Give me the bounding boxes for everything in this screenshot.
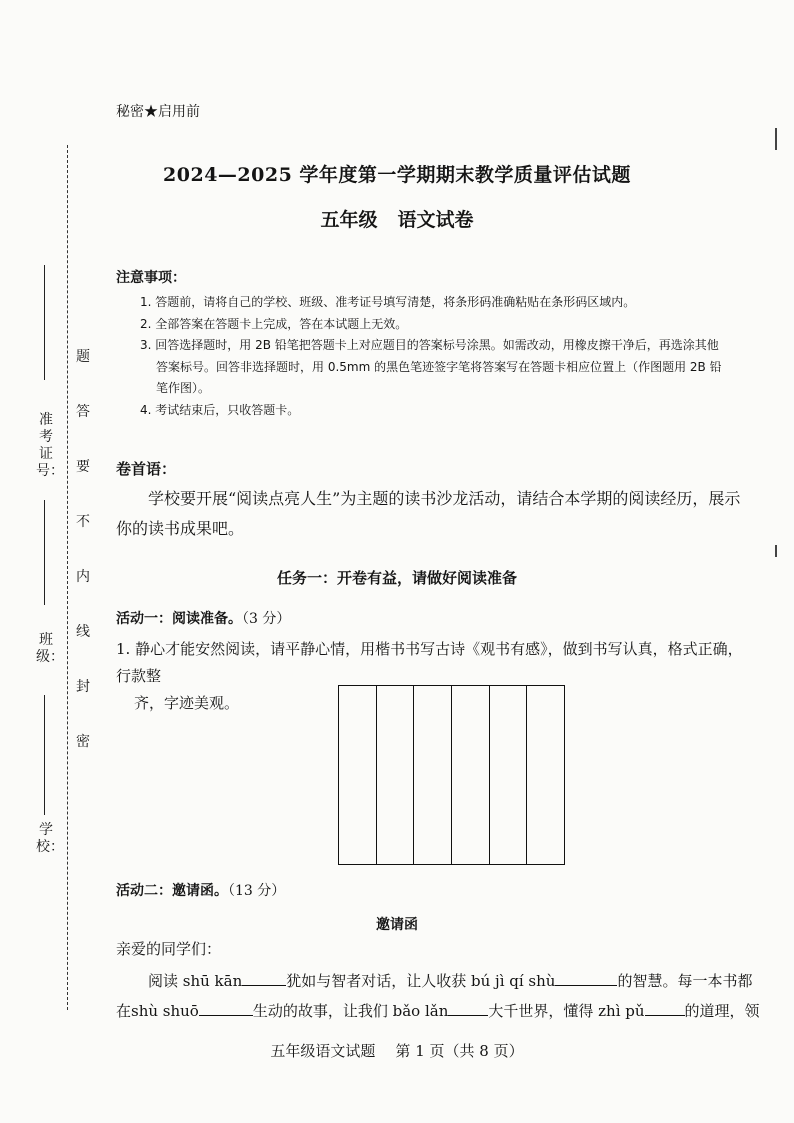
notice-item: 3. 回答选择题时，用 2B 铅笔把答题卡上对应题目的答案标号涂黑。如需改动，用橡皮擦干净后，再选涂其他	[140, 338, 719, 352]
writing-column[interactable]	[339, 686, 377, 864]
page-number: 第 1 页（共 8 页）	[395, 1042, 524, 1060]
exam-subtitle	[0, 205, 794, 232]
notice-item: 2. 全部答案在答题卡上完成，答在本试题上无效。	[140, 316, 408, 331]
answer-blank[interactable]	[199, 999, 253, 1016]
page-footer	[0, 1040, 794, 1061]
prologue-text: 学校要开展“阅读点亮人生”为主题的读书沙龙活动，请结合本学期的阅读经历，展示你的读书成果吧。	[116, 489, 741, 538]
notice-heading: 注意事项：	[116, 270, 186, 286]
invitation-line	[116, 996, 766, 1026]
seal-char: 内	[76, 569, 90, 585]
notice-list	[140, 292, 760, 421]
prologue-heading: 卷首语：	[116, 460, 177, 478]
school-line[interactable]	[44, 695, 45, 815]
subject: 语文试卷	[397, 209, 474, 231]
exam-no-line[interactable]	[44, 265, 45, 380]
activity2-label: 活动二：邀请函。	[116, 883, 228, 899]
text-segment: 阅读 shū kān	[148, 972, 243, 990]
confidential-label: 秘密★启用前	[116, 104, 200, 120]
footer-exam-name: 五年级语文试题	[270, 1042, 376, 1060]
seal-char: 答	[76, 404, 90, 420]
scan-edge-mark	[775, 128, 777, 150]
class-label: 班级：	[36, 632, 64, 665]
writing-grid[interactable]	[338, 685, 565, 865]
question-1-line: 齐，字迹美观。	[134, 694, 240, 712]
notice-item: 答案标号。回答非选择题时，用 0.5mm 的黑色笔迹签字笔将答案写在答题卡相应位置上（作图题用 2B 铅	[156, 359, 722, 374]
seal-char: 线	[76, 624, 90, 640]
writing-column[interactable]	[414, 686, 452, 864]
exam-title: 2024—2025 学年度第一学期期末教学质量评估试题	[163, 164, 631, 186]
notice-item: 4. 考试结束后，只收答题卡。	[140, 402, 300, 417]
text-segment: 犹如与智者对话，让人收获 bú jì qí shù	[286, 972, 556, 990]
seal-char: 不	[76, 514, 90, 530]
scan-edge-mark	[775, 545, 777, 557]
activity1-heading	[116, 608, 290, 628]
seal-char: 封	[76, 679, 90, 695]
writing-column[interactable]	[377, 686, 415, 864]
text-segment: 大千世界，懂得 zhì pǔ	[488, 1002, 645, 1020]
answer-blank[interactable]	[645, 999, 685, 1016]
writing-column[interactable]	[490, 686, 528, 864]
invitation-greeting: 亲爱的同学们：	[116, 940, 222, 958]
activity1-points: （3 分）	[242, 611, 291, 627]
question-1-line: 1. 静心才能安然阅读，请平静心情，用楷书书写古诗《观书有感》，做到书写认真，格式正确，行款整	[116, 640, 743, 685]
activity1-label: 活动一：阅读准备。	[116, 611, 242, 627]
class-line[interactable]	[44, 500, 45, 605]
seal-char: 题	[76, 349, 90, 365]
exam-no-label: 准考证号：	[36, 412, 64, 479]
seal-char: 要	[76, 459, 90, 475]
answer-blank[interactable]	[555, 969, 617, 986]
school-label: 学校：	[36, 822, 64, 855]
answer-blank[interactable]	[242, 969, 286, 986]
invitation-paragraph	[116, 966, 766, 1026]
answer-blank[interactable]	[448, 999, 488, 1016]
grade: 五年级	[320, 209, 378, 231]
activity2-points: （13 分）	[228, 883, 286, 899]
invitation-title: 邀请函	[376, 917, 418, 933]
notice-item: 1. 答题前，请将自己的学校、班级、准考证号填写清楚，将条形码准确粘贴在条形码区域内。	[140, 295, 636, 309]
seal-char: 密	[76, 734, 90, 750]
text-segment: 的智慧。每一本书都	[617, 972, 753, 990]
activity2-heading	[116, 880, 285, 900]
text-segment: 在shù shuō	[116, 1002, 199, 1020]
text-segment: 的道理，领	[684, 1002, 760, 1020]
notice-item: 笔作图）。	[156, 381, 211, 395]
writing-column[interactable]	[527, 686, 564, 864]
invitation-line	[116, 966, 766, 996]
task1-title: 任务一：开卷有益，请做好阅读准备	[276, 569, 517, 587]
writing-column[interactable]	[452, 686, 490, 864]
text-segment: 生动的故事，让我们 bǎo lǎn	[252, 1002, 449, 1020]
